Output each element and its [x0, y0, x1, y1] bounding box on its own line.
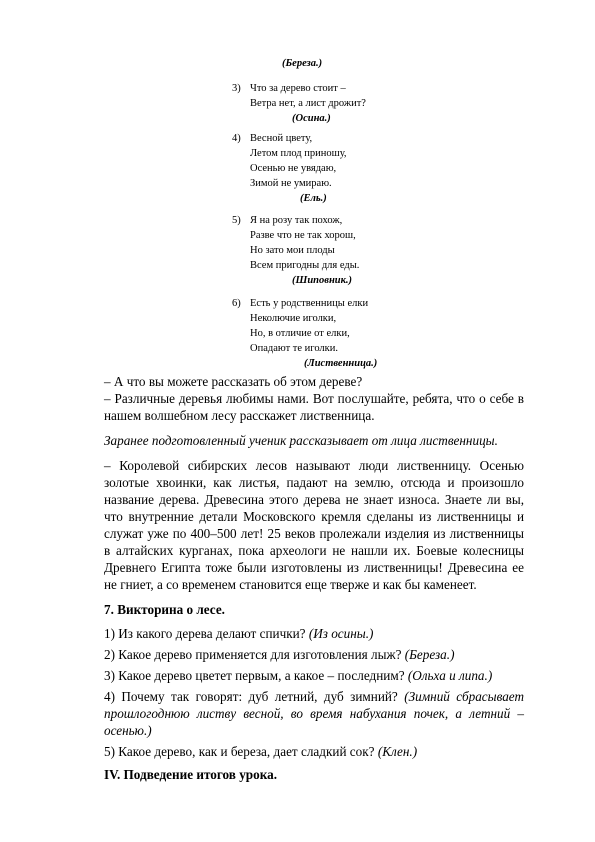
riddle-number: 3) — [232, 83, 241, 94]
section-heading-summary: IV. Подведение итогов урока. — [104, 767, 278, 782]
quiz-list — [104, 625, 524, 760]
riddle-line: Всем пригодны для еды. — [250, 260, 360, 271]
quiz-question: 1) Из какого дерева делают спички? — [104, 626, 309, 641]
riddle-3 — [232, 81, 432, 126]
quiz-item — [104, 625, 524, 642]
quiz-answer: (Клен.) — [377, 744, 418, 759]
riddle-6 — [232, 296, 432, 371]
riddle-answer: (Осина.) — [292, 113, 331, 124]
riddle-line: Осенью не увядаю, — [250, 163, 337, 174]
quiz-item — [104, 688, 524, 739]
riddle-line: Весной цвету, — [250, 133, 313, 144]
riddle-line: Неколючие иголки, — [250, 313, 337, 324]
paragraph-note: Заранее подготовленный ученик рассказывает от лица лиственницы. — [104, 433, 498, 448]
quiz-question: 5) Какое дерево, как и береза, дает сладкий сок? — [104, 744, 378, 759]
quiz-item — [104, 646, 524, 663]
riddle-answer-first: (Береза.) — [282, 58, 323, 69]
riddle-answer: (Лиственница.) — [304, 358, 378, 369]
riddle-4 — [232, 131, 432, 206]
riddle-line: Ветра нет, а лист дрожит? — [250, 98, 366, 109]
quiz-answer: (Ольха и липа.) — [407, 668, 493, 683]
riddle-line: Летом плод приношу, — [250, 148, 347, 159]
riddle-line: Разве что не так хорош, — [250, 230, 356, 241]
riddle-line: Зимой не умираю. — [250, 178, 332, 189]
main-text — [104, 373, 524, 783]
paragraph-intro: – Различные деревья любимы нами. Вот послушайте, ребята, что о себе в нашем волшебном лесу расскажет лиственница. — [104, 391, 524, 423]
riddle-line: Но зато мои плоды — [250, 245, 335, 256]
paragraph-story: – Королевой сибирских лесов называют люди лиственницу. Осенью золотые хвоинки, как листья, падают на землю, отсюда и произошло название дерева. Древесина этого дерева не знает износа. Знаете ли вы, что внутренние детали Московского кремля сделаны из лиственницы и служат уже по 400–500 лет! 25 веков пролежали изделия из лиственницы в алтайских курганах, пока археологи не нашли их. Боевые колесницы Древнего Египта тоже были изготовлены из лиственницы! Древесина ее не гниет, а со временем становится еще тверже и как бы каменеет. — [104, 458, 524, 592]
riddle-number: 6) — [232, 298, 241, 309]
riddle-line: Опадают те иголки. — [250, 343, 339, 354]
quiz-answer: (Береза.) — [404, 647, 455, 662]
quiz-answer: (Из осины.) — [308, 626, 374, 641]
riddle-answer: (Шиповник.) — [292, 275, 353, 286]
riddle-number: 4) — [232, 133, 241, 144]
paragraph-question: – А что вы можете рассказать об этом дереве? — [104, 374, 363, 389]
section-heading-quiz: 7. Викторина о лесе. — [104, 602, 225, 617]
quiz-answer: (Зимний сбрасывает прошлогоднюю листву весной, во время набухания почек, а летний – осенью.) — [104, 689, 525, 738]
riddle-line: Но, в отличие от елки, — [250, 328, 350, 339]
riddle-5 — [232, 213, 432, 288]
riddle-number: 5) — [232, 215, 241, 226]
riddle-line: Есть у родственницы елки — [250, 298, 369, 309]
quiz-question: 3) Какое дерево цветет первым, а какое – последним? — [104, 668, 408, 683]
quiz-item — [104, 743, 524, 760]
riddle-line: Что за дерево стоит – — [250, 83, 346, 94]
quiz-question: 4) Почему так говорят: дуб летний, дуб зимний? — [104, 689, 405, 704]
quiz-item — [104, 667, 524, 684]
riddle-answer: (Ель.) — [300, 193, 327, 204]
riddle-line: Я на розу так похож, — [250, 215, 343, 226]
quiz-question: 2) Какое дерево применяется для изготовления лыж? — [104, 647, 405, 662]
